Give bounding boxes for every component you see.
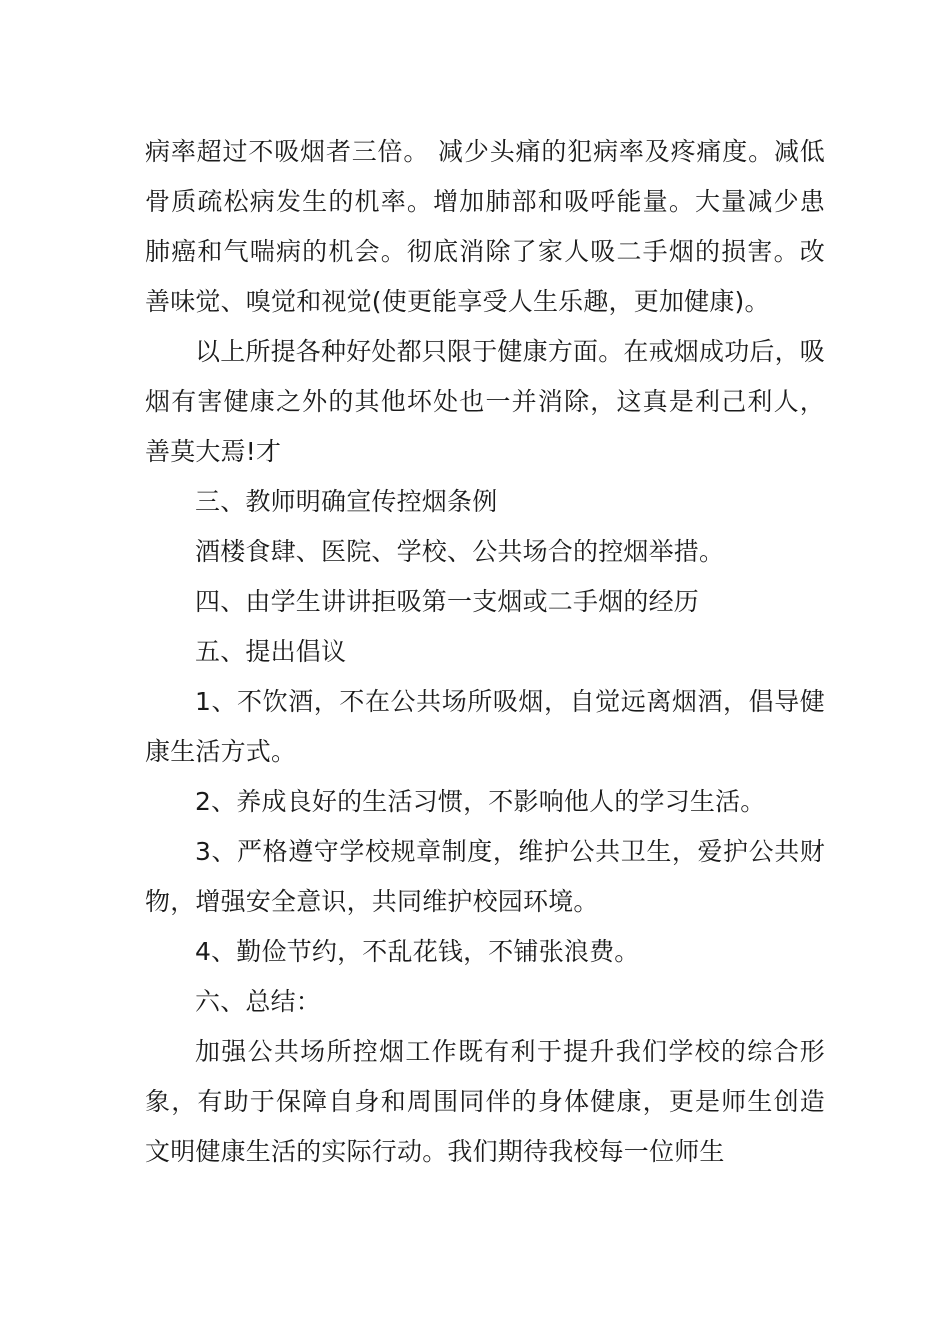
section-heading-3: 三、教师明确宣传控烟条例: [195, 487, 498, 516]
paragraph-control-measures: 酒楼食肆、医院、学校、公共场合的控烟举措。: [195, 537, 725, 566]
section-heading-5: 五、提出倡议: [195, 637, 347, 666]
proposal-item-2: 2、养成良好的生活习惯，不影响他人的学习生活。: [195, 787, 766, 816]
paragraph-other-benefits: 以上所提各种好处都只限于健康方面。在戒烟成功后，吸烟有害健康之外的其他坏处也一并消除，这真是利己利人，善莫大焉!才: [145, 337, 826, 466]
section-heading-4: 四、由学生讲讲拒吸第一支烟或二手烟的经历: [195, 587, 700, 616]
paragraph-health-benefits: 病率超过不吸烟者三倍。 减少头痛的犯病率及疼痛度。减低骨质疏松病发生的机率。增加肺部和吸呼能量。大量减少患肺癌和气喘病的机会。彻底消除了家人吸二手烟的损害。改善味觉、嗅觉和视觉(使更能享受人生乐趣，更加健康)。: [145, 137, 825, 316]
paragraph-summary: 加强公共场所控烟工作既有利于提升我们学校的综合形象，有助于保障自身和周围同伴的身体健康，更是师生创造文明健康生活的实际行动。我们期待我校每一位师生: [145, 1037, 825, 1166]
proposal-item-1: 1、不饮酒，不在公共场所吸烟，自觉远离烟酒，倡导健康生活方式。: [145, 687, 825, 766]
section-heading-6: 六、总结：: [195, 987, 322, 1016]
proposal-item-3: 3、严格遵守学校规章制度，维护公共卫生，爱护公共财物，增强安全意识，共同维护校园环境。: [145, 837, 825, 916]
document-body: [145, 127, 825, 1177]
proposal-item-4: 4、勤俭节约，不乱花钱，不铺张浪费。: [195, 937, 640, 966]
